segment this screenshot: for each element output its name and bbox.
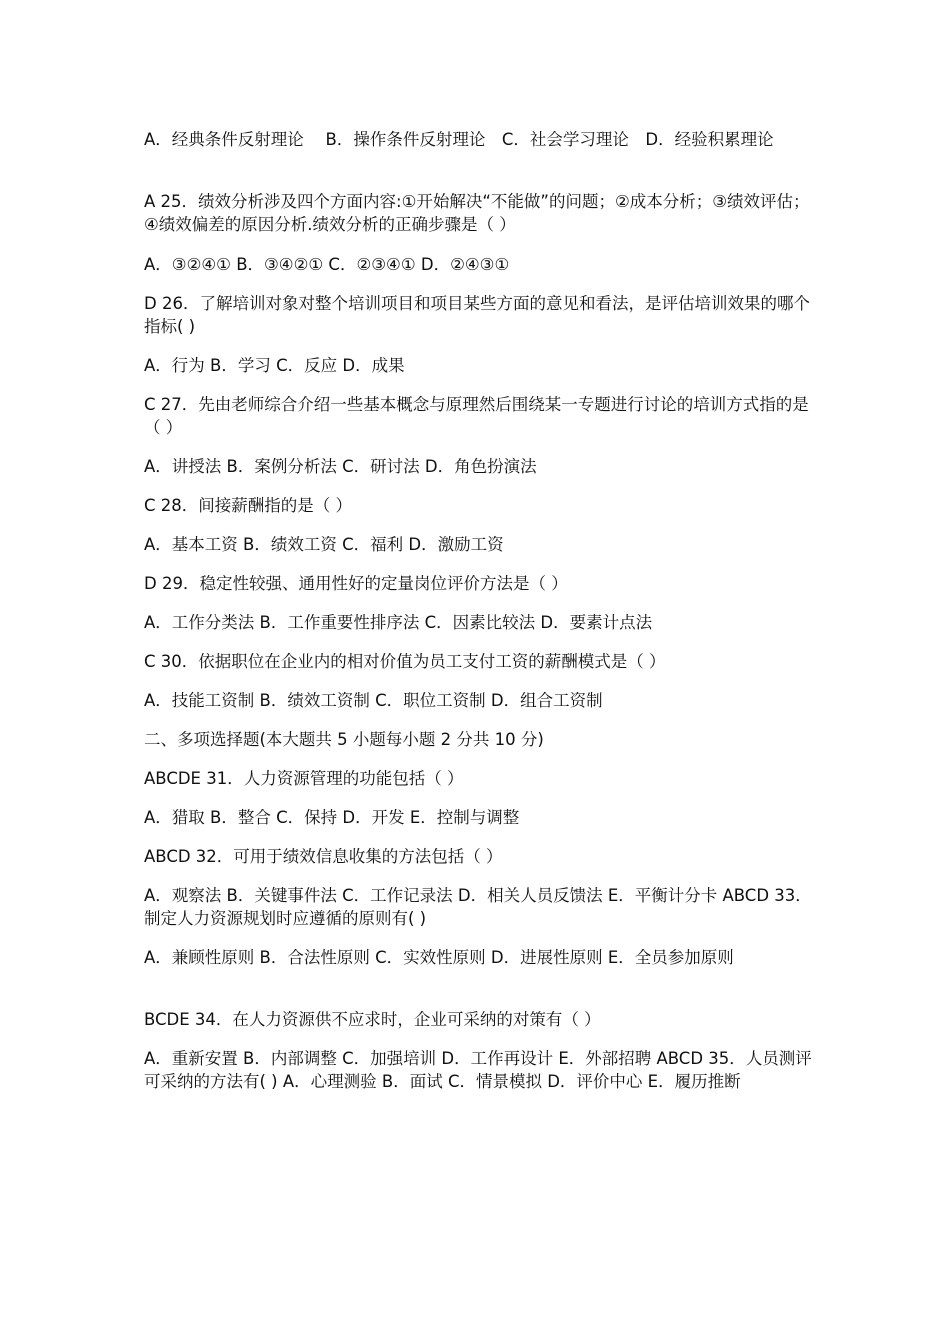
question-27: C 27．先由老师综合介绍一些基本概念与原理然后围绕某一专题进行讨论的培训方式指的是（ ） [144, 395, 809, 437]
section-heading-multiple-choice: 二、多项选择题(本大题共 5 小题每小题 2 分共 10 分) [144, 730, 544, 749]
option-line-33: A．兼顾性原则 B．合法性原则 C．实效性原则 D．进展性原则 E．全员参加原则 [144, 948, 734, 967]
option-line-27: A．讲授法 B．案例分析法 C．研讨法 D．角色扮演法 [144, 457, 537, 476]
question-26: D 26．了解培训对象对整个培训项目和项目某些方面的意见和看法，是评估培训效果的哪个指标( ) [144, 294, 810, 336]
option-line-24: A．经典条件反射理论 B．操作条件反射理论 C．社会学习理论 D．经验积累理论 [144, 130, 774, 149]
option-line-25: A．③②④① B．③④②① C．②③④① D．②④③① [144, 255, 510, 274]
question-29: D 29．稳定性较强、通用性好的定量岗位评价方法是（ ） [144, 574, 568, 593]
question-32: ABCD 32．可用于绩效信息收集的方法包括（ ） [144, 847, 503, 866]
question-28: C 28．间接薪酬指的是（ ） [144, 496, 353, 515]
options-34-question-35: A．重新安置 B．内部调整 C．加强培训 D．工作再设计 E．外部招聘 ABCD 35．人员测评可采纳的方法有( ) A．心理测验 B．面试 C．情景模拟 D．评价中心 E．履历推断 [144, 1049, 812, 1091]
question-25: A 25．绩效分析涉及四个方面内容:①开始解决“不能做”的问题；②成本分析；③绩效评估；④绩效偏差的原因分析.绩效分析的正确步骤是（ ） [144, 192, 810, 234]
option-line-28: A．基本工资 B．绩效工资 C．福利 D．激励工资 [144, 535, 504, 554]
question-34: BCDE 34．在人力资源供不应求时，企业可采纳的对策有（ ） [144, 1010, 601, 1029]
question-31: ABCDE 31．人力资源管理的功能包括（ ） [144, 769, 464, 788]
question-30: C 30．依据职位在企业内的相对价值为员工支付工资的薪酬模式是（ ） [144, 652, 666, 671]
option-line-26: A．行为 B．学习 C．反应 D．成果 [144, 356, 405, 375]
option-line-29: A．工作分类法 B．工作重要性排序法 C．因素比较法 D．要素计点法 [144, 613, 653, 632]
options-32-question-33: A．观察法 B．关键事件法 C．工作记录法 D．相关人员反馈法 E．平衡计分卡 ABCD 33．制定人力资源规划时应遵循的原则有( ) [144, 886, 812, 928]
option-line-31: A．猎取 B．整合 C．保持 D．开发 E．控制与调整 [144, 808, 520, 827]
option-line-30: A．技能工资制 B．绩效工资制 C．职位工资制 D．组合工资制 [144, 691, 603, 710]
